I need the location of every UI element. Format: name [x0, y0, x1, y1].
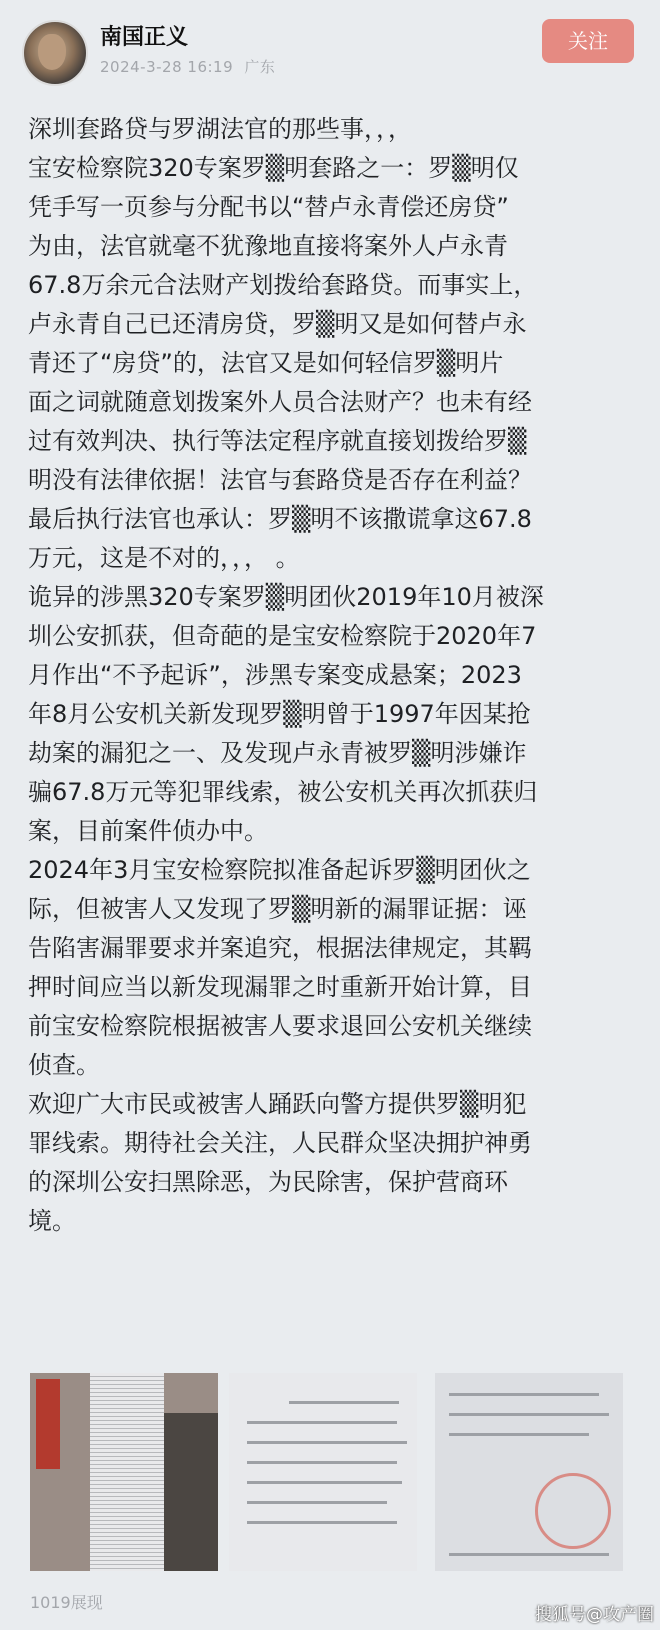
watermark: 搜狐号@攻产圈	[535, 1605, 654, 1625]
post-line: 骗67.8万元等犯罪线索，被公安机关再次抓获归	[28, 778, 538, 806]
doc-text-line	[247, 1441, 407, 1444]
post-body	[28, 110, 640, 1241]
view-count: 1019展现	[30, 1593, 103, 1612]
doc-text-line	[247, 1461, 397, 1464]
document-stack-shape	[90, 1373, 164, 1571]
post-line: 最后执行法官也承认：罗▒明不该撒谎拿这67.8	[28, 505, 532, 533]
image-thumbnail-2[interactable]	[229, 1373, 417, 1571]
post-line: 深圳套路贷与罗湖法官的那些事，，，	[28, 115, 412, 143]
doc-text-line	[449, 1393, 599, 1396]
post-line: 劫案的漏犯之一、及发现卢永青被罗▒明涉嫌诈	[28, 739, 527, 767]
doc-text-line	[247, 1481, 402, 1484]
post-line: 际，但被害人又发现了罗▒明新的漏罪证据：诬	[28, 895, 527, 923]
post-line: 青还了“房贷”的，法官又是如何轻信罗▒明片	[28, 349, 504, 377]
post-line: 押时间应当以新发现漏罪之时重新开始计算，目	[28, 973, 532, 1001]
post-line: 2024年3月宝安检察院拟准备起诉罗▒明团伙之	[28, 856, 531, 884]
doc-text-line	[449, 1413, 609, 1416]
post-line: 月作出“不予起诉”，涉黑专案变成悬案；2023	[28, 661, 522, 689]
post-line: 欢迎广大市民或被害人踊跃向警方提供罗▒明犯	[28, 1090, 527, 1118]
image-grid	[30, 1373, 630, 1573]
post-line: 面之词就随意划拨案外人员合法财产？也未有经	[28, 388, 532, 416]
doc-text-line	[247, 1521, 397, 1524]
post-line: 案，目前案件侦办中。	[28, 817, 268, 845]
post-line: 宝安检察院320专案罗▒明套路之一：罗▒明仅	[28, 154, 519, 182]
post-line: 罪线索。期待社会关注，人民群众坚决拥护神勇	[28, 1129, 532, 1157]
doc-text-line	[449, 1553, 609, 1556]
post-line: 侦查。	[28, 1051, 100, 1079]
doc-text-line	[247, 1421, 397, 1424]
doc-text-line	[247, 1501, 387, 1504]
post-line: 前宝安检察院根据被害人要求退回公安机关继续	[28, 1012, 532, 1040]
doc-text-line	[449, 1433, 589, 1436]
post-line: 凭手写一页参与分配书以“替卢永青偿还房贷”	[28, 193, 509, 221]
red-banner-shape	[36, 1379, 60, 1469]
post-line: 卢永青自己已还清房贷，罗▒明又是如何替卢永	[28, 310, 527, 338]
post-line: 明没有法律依据！法官与套路贷是否存在利益？	[28, 466, 532, 494]
follow-button[interactable]: 关注	[542, 19, 634, 63]
post-line: 告陷害漏罪要求并案追究，根据法律规定，其羁	[28, 934, 532, 962]
post-header	[0, 0, 660, 100]
avatar[interactable]	[22, 20, 88, 86]
post-line: 为由，法官就毫不犹豫地直接将案外人卢永青	[28, 232, 508, 260]
seal-stamp-icon	[535, 1473, 611, 1549]
post-line: 境。	[28, 1207, 76, 1235]
avatar-face	[38, 34, 66, 70]
dark-object-shape	[164, 1413, 218, 1571]
author-name[interactable]: 南国正义	[100, 25, 189, 50]
image-thumbnail-1[interactable]	[30, 1373, 218, 1571]
doc-text-line	[289, 1401, 399, 1404]
post-line: 67.8万余元合法财产划拨给套路贷。而事实上，	[28, 271, 538, 299]
post-line: 的深圳公安扫黑除恶，为民除害，保护营商环	[28, 1168, 508, 1196]
image-thumbnail-3[interactable]	[435, 1373, 623, 1571]
post-line: 年8月公安机关新发现罗▒明曾于1997年因某抢	[28, 700, 531, 728]
post-line: 万元，这是不对的，，， 。	[28, 544, 300, 572]
post-line: 过有效判决、执行等法定程序就直接划拨给罗▒	[28, 427, 527, 455]
post-line: 诡异的涉黑320专案罗▒明团伙2019年10月被深	[28, 583, 544, 611]
post-line: 圳公安抓获，但奇葩的是宝安检察院于2020年7	[28, 622, 537, 650]
post-meta	[100, 56, 281, 77]
post-location: 广东	[244, 58, 276, 76]
post-date: 2024-3-28 16:19	[100, 58, 234, 76]
